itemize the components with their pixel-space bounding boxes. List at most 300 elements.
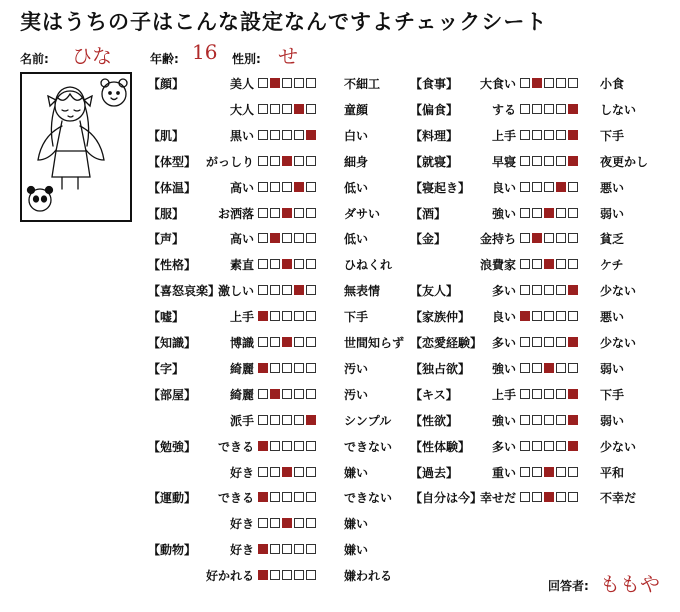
checkbox-checked[interactable] [258, 492, 268, 502]
checkbox-empty[interactable] [258, 208, 268, 218]
left-option-label: 博識 [229, 336, 254, 350]
checklist-row [410, 282, 680, 302]
checkbox-empty[interactable] [520, 415, 530, 425]
right-option-label: 弱い [600, 206, 625, 221]
scale-boxes [520, 389, 580, 401]
checkbox-empty[interactable] [294, 337, 304, 347]
scale-boxes [520, 285, 580, 297]
right-option-label: 低い [344, 180, 369, 195]
answerer-label: 回答者: [548, 579, 589, 593]
checkbox-empty[interactable] [282, 285, 292, 295]
checkbox-empty[interactable] [556, 233, 566, 243]
checkbox-empty[interactable] [568, 78, 578, 88]
checkbox-empty[interactable] [520, 467, 530, 477]
checkbox-empty[interactable] [532, 208, 542, 218]
left-option-label: 好き [229, 465, 254, 480]
checkbox-empty[interactable] [544, 233, 554, 243]
scale-boxes [258, 130, 318, 142]
checkbox-empty[interactable] [270, 104, 280, 114]
checkbox-empty[interactable] [270, 544, 280, 554]
checkbox-empty[interactable] [520, 182, 530, 192]
checkbox-checked[interactable] [568, 156, 578, 166]
checkbox-empty[interactable] [556, 156, 566, 166]
checklist-row [410, 489, 680, 509]
checkbox-empty[interactable] [520, 492, 530, 502]
left-option-label: 良い [491, 310, 516, 325]
checkbox-checked[interactable] [258, 311, 268, 321]
checkbox-empty[interactable] [270, 570, 280, 580]
checkbox-empty[interactable] [544, 311, 554, 321]
left-option-label: できる [217, 439, 254, 454]
checkbox-checked[interactable] [282, 259, 292, 269]
checkbox-empty[interactable] [532, 285, 542, 295]
category-label: 【部屋】 [148, 387, 197, 402]
scale-boxes [258, 363, 318, 375]
checkbox-empty[interactable] [544, 156, 554, 166]
checkbox-empty[interactable] [294, 311, 304, 321]
checkbox-empty[interactable] [294, 389, 304, 399]
checkbox-empty[interactable] [520, 363, 530, 373]
checkbox-empty[interactable] [532, 259, 542, 269]
checkbox-checked[interactable] [282, 208, 292, 218]
checkbox-empty[interactable] [568, 363, 578, 373]
checkbox-checked[interactable] [544, 492, 554, 502]
checkbox-empty[interactable] [294, 259, 304, 269]
left-option-label: 大食い [479, 77, 516, 91]
category-label: 【過去】 [410, 465, 459, 480]
checkbox-empty[interactable] [306, 337, 316, 347]
checkbox-empty[interactable] [258, 518, 268, 528]
checkbox-empty[interactable] [306, 492, 316, 502]
checkbox-empty[interactable] [294, 78, 304, 88]
right-option-label: 不細工 [344, 77, 381, 91]
left-option-label: できる [217, 491, 254, 506]
checkbox-empty[interactable] [568, 492, 578, 502]
checklist-row [410, 412, 680, 432]
checkbox-empty[interactable] [294, 441, 304, 451]
checkbox-empty[interactable] [544, 337, 554, 347]
checkbox-empty[interactable] [270, 208, 280, 218]
checkbox-checked[interactable] [258, 363, 268, 373]
checkbox-empty[interactable] [306, 518, 316, 528]
scale-boxes [520, 311, 580, 323]
checkbox-checked[interactable] [294, 285, 304, 295]
right-option-label: 小食 [600, 77, 625, 91]
right-option-label: ケチ [600, 258, 624, 273]
checklist-row [148, 153, 418, 173]
checklist-row [148, 334, 418, 354]
checklist-row [410, 438, 680, 458]
sheet-title: 実はうちの子はこんな設定なんですよチェックシート [20, 10, 548, 34]
right-option-label: 嫌われる [344, 569, 393, 584]
checkbox-checked[interactable] [294, 182, 304, 192]
checkbox-empty[interactable] [282, 544, 292, 554]
left-option-label: 強い [491, 206, 516, 221]
checklist-row [410, 75, 680, 95]
checkbox-checked[interactable] [306, 415, 316, 425]
checkbox-checked[interactable] [306, 130, 316, 140]
category-label: 【就寝】 [410, 154, 459, 169]
checklist-row [148, 308, 418, 328]
checkbox-empty[interactable] [568, 233, 578, 243]
checkbox-empty[interactable] [544, 78, 554, 88]
checklist-row [148, 489, 418, 509]
checkbox-empty[interactable] [270, 415, 280, 425]
checkbox-empty[interactable] [282, 389, 292, 399]
checkbox-empty[interactable] [532, 311, 542, 321]
checkbox-empty[interactable] [258, 337, 268, 347]
checkbox-empty[interactable] [258, 104, 268, 114]
checkbox-empty[interactable] [520, 208, 530, 218]
checkbox-empty[interactable] [306, 233, 316, 243]
checkbox-checked[interactable] [282, 467, 292, 477]
character-sketch [22, 74, 130, 220]
scale-boxes [258, 337, 318, 349]
checkbox-empty[interactable] [532, 337, 542, 347]
checkbox-empty[interactable] [258, 130, 268, 140]
checkbox-empty[interactable] [544, 130, 554, 140]
left-option-label: 黒い [229, 128, 254, 143]
checkbox-empty[interactable] [556, 208, 566, 218]
checkbox-empty[interactable] [532, 467, 542, 477]
checkbox-checked[interactable] [532, 233, 542, 243]
checkbox-empty[interactable] [306, 182, 316, 192]
left-option-label: 多い [491, 336, 516, 350]
checklist-row [148, 515, 418, 535]
checkbox-empty[interactable] [544, 415, 554, 425]
checkbox-empty[interactable] [282, 363, 292, 373]
checklist-row [410, 334, 680, 354]
checkbox-empty[interactable] [258, 389, 268, 399]
checkbox-empty[interactable] [270, 311, 280, 321]
checkbox-checked[interactable] [568, 104, 578, 114]
gender-value: せ [278, 44, 298, 68]
checkbox-empty[interactable] [306, 389, 316, 399]
scale-boxes [258, 441, 318, 453]
checkbox-empty[interactable] [544, 389, 554, 399]
checkbox-checked[interactable] [520, 311, 530, 321]
checkbox-checked[interactable] [258, 441, 268, 451]
checkbox-empty[interactable] [294, 130, 304, 140]
checklist-row [148, 386, 418, 406]
checkbox-empty[interactable] [520, 78, 530, 88]
checklist-row [410, 205, 680, 225]
checkbox-empty[interactable] [306, 156, 316, 166]
checkbox-empty[interactable] [282, 104, 292, 114]
checkbox-empty[interactable] [556, 311, 566, 321]
right-option-label: できない [344, 491, 393, 506]
scale-boxes [258, 233, 318, 245]
right-option-label: ダサい [344, 206, 381, 221]
checkbox-checked[interactable] [568, 285, 578, 295]
checkbox-empty[interactable] [282, 415, 292, 425]
checkbox-empty[interactable] [532, 415, 542, 425]
checkbox-empty[interactable] [294, 518, 304, 528]
left-option-label: 好かれる [205, 569, 254, 584]
checkbox-empty[interactable] [306, 104, 316, 114]
checkbox-checked[interactable] [270, 389, 280, 399]
right-option-label: 夜更かし [600, 154, 649, 169]
checkbox-checked[interactable] [544, 467, 554, 477]
checkbox-empty[interactable] [544, 182, 554, 192]
checkbox-checked[interactable] [282, 518, 292, 528]
scale-boxes [520, 415, 580, 427]
checkbox-empty[interactable] [294, 544, 304, 554]
checkbox-empty[interactable] [270, 363, 280, 373]
checkbox-empty[interactable] [568, 259, 578, 269]
checkbox-empty[interactable] [556, 363, 566, 373]
checkbox-checked[interactable] [532, 78, 542, 88]
checkbox-empty[interactable] [532, 182, 542, 192]
checkbox-empty[interactable] [282, 130, 292, 140]
checkbox-checked[interactable] [270, 78, 280, 88]
category-label: 【性体験】 [410, 439, 471, 454]
checkbox-empty[interactable] [532, 130, 542, 140]
checkbox-empty[interactable] [556, 78, 566, 88]
checkbox-empty[interactable] [520, 104, 530, 114]
checklist-row [410, 386, 680, 406]
checkbox-empty[interactable] [556, 389, 566, 399]
checkbox-empty[interactable] [294, 156, 304, 166]
checkbox-empty[interactable] [270, 441, 280, 451]
checkbox-checked[interactable] [282, 337, 292, 347]
checkbox-empty[interactable] [306, 363, 316, 373]
checkbox-empty[interactable] [556, 130, 566, 140]
checkbox-empty[interactable] [282, 570, 292, 580]
checkbox-empty[interactable] [568, 182, 578, 192]
scale-boxes [258, 78, 318, 90]
checkbox-empty[interactable] [294, 570, 304, 580]
checkbox-checked[interactable] [568, 441, 578, 451]
checkbox-empty[interactable] [556, 285, 566, 295]
checkbox-empty[interactable] [258, 285, 268, 295]
checkbox-empty[interactable] [532, 441, 542, 451]
left-option-label: 重い [491, 465, 516, 480]
category-label: 【顔】 [148, 77, 185, 91]
checkbox-empty[interactable] [294, 208, 304, 218]
checkbox-empty[interactable] [270, 492, 280, 502]
right-option-label: 貧乏 [600, 232, 625, 247]
checklist-row [410, 464, 680, 484]
right-option-label: 嫌い [344, 517, 369, 532]
checkbox-checked[interactable] [544, 208, 554, 218]
checkbox-empty[interactable] [270, 130, 280, 140]
checkbox-checked[interactable] [568, 130, 578, 140]
checkbox-empty[interactable] [306, 311, 316, 321]
checkbox-empty[interactable] [294, 363, 304, 373]
checkbox-empty[interactable] [532, 492, 542, 502]
checkbox-empty[interactable] [532, 156, 542, 166]
right-option-label: シンプル [344, 413, 392, 428]
left-option-label: 綺麗 [229, 387, 254, 402]
right-option-label: 低い [344, 232, 369, 247]
checkbox-empty[interactable] [544, 441, 554, 451]
checklist-row [148, 179, 418, 199]
checkbox-checked[interactable] [568, 415, 578, 425]
scale-boxes [258, 311, 318, 323]
checkbox-empty[interactable] [306, 285, 316, 295]
right-option-label: 平和 [600, 465, 625, 480]
scale-boxes [520, 208, 580, 220]
checkbox-empty[interactable] [282, 492, 292, 502]
checkbox-empty[interactable] [294, 467, 304, 477]
checklist-row [148, 127, 418, 147]
checkbox-empty[interactable] [520, 130, 530, 140]
checkbox-empty[interactable] [306, 441, 316, 451]
checkbox-empty[interactable] [532, 104, 542, 114]
category-label: 【嘘】 [148, 310, 185, 325]
checkbox-checked[interactable] [556, 182, 566, 192]
scale-boxes [520, 156, 580, 168]
checkbox-empty[interactable] [258, 467, 268, 477]
right-option-label: 少ない [600, 336, 637, 350]
checklist-row [410, 127, 680, 147]
gender-label: 性別: [232, 52, 261, 66]
checkbox-checked[interactable] [270, 233, 280, 243]
left-option-label: お洒落 [217, 206, 254, 221]
checkbox-checked[interactable] [544, 363, 554, 373]
left-option-label: 上手 [229, 310, 254, 325]
left-option-label: 好き [229, 517, 254, 532]
checkbox-empty[interactable] [520, 389, 530, 399]
checkbox-empty[interactable] [258, 415, 268, 425]
checkbox-empty[interactable] [568, 311, 578, 321]
scale-boxes [258, 492, 318, 504]
checkbox-empty[interactable] [556, 492, 566, 502]
checkbox-empty[interactable] [556, 104, 566, 114]
checkbox-empty[interactable] [306, 570, 316, 580]
category-label: 【偏食】 [410, 102, 459, 117]
checkbox-empty[interactable] [258, 78, 268, 88]
scale-boxes [520, 363, 580, 375]
checklist-row [410, 256, 680, 276]
checkbox-empty[interactable] [270, 467, 280, 477]
checkbox-empty[interactable] [568, 467, 578, 477]
right-option-label: 汚い [344, 361, 369, 376]
checkbox-empty[interactable] [520, 156, 530, 166]
left-option-label: 強い [491, 361, 516, 376]
left-option-label: 素直 [229, 258, 254, 273]
category-label: 【食事】 [410, 77, 459, 91]
checkbox-empty[interactable] [520, 337, 530, 347]
right-option-label: 不幸だ [600, 491, 637, 506]
checkbox-empty[interactable] [532, 363, 542, 373]
checklist-row [410, 230, 680, 250]
checkbox-empty[interactable] [306, 208, 316, 218]
checkbox-checked[interactable] [294, 104, 304, 114]
scale-boxes [258, 570, 318, 582]
checkbox-empty[interactable] [306, 78, 316, 88]
checkbox-empty[interactable] [306, 544, 316, 554]
checkbox-empty[interactable] [282, 441, 292, 451]
checkbox-empty[interactable] [270, 285, 280, 295]
checkbox-empty[interactable] [556, 441, 566, 451]
checklist-row [410, 153, 680, 173]
checkbox-empty[interactable] [294, 233, 304, 243]
right-option-label: 童顔 [344, 102, 369, 117]
checkbox-empty[interactable] [258, 259, 268, 269]
checkbox-empty[interactable] [258, 182, 268, 192]
checkbox-empty[interactable] [270, 259, 280, 269]
left-option-label: する [491, 102, 516, 117]
checkbox-empty[interactable] [270, 518, 280, 528]
checkbox-empty[interactable] [270, 337, 280, 347]
right-option-label: しない [600, 102, 637, 117]
right-option-label: 少ない [600, 284, 637, 299]
checklist-row [148, 412, 418, 432]
checkbox-empty[interactable] [520, 233, 530, 243]
scale-boxes [520, 233, 580, 245]
checklist-row [148, 230, 418, 250]
right-option-label: 細身 [344, 154, 369, 169]
checkbox-empty[interactable] [556, 259, 566, 269]
checkbox-checked[interactable] [568, 389, 578, 399]
right-option-label: 嫌い [344, 465, 369, 480]
scale-boxes [520, 441, 580, 453]
scale-boxes [258, 518, 318, 530]
scale-boxes [258, 467, 318, 479]
scale-boxes [520, 130, 580, 142]
checkbox-empty[interactable] [282, 233, 292, 243]
category-label: 【服】 [148, 206, 185, 221]
checkbox-checked[interactable] [568, 337, 578, 347]
left-option-label: がっしり [205, 154, 254, 169]
checkbox-empty[interactable] [520, 259, 530, 269]
checkbox-empty[interactable] [270, 182, 280, 192]
checklist-row [148, 567, 418, 587]
checkbox-empty[interactable] [306, 259, 316, 269]
checkbox-empty[interactable] [270, 156, 280, 166]
checkbox-empty[interactable] [306, 467, 316, 477]
checkbox-checked[interactable] [544, 259, 554, 269]
category-label: 【知識】 [148, 336, 197, 350]
scale-boxes [258, 415, 318, 427]
checkbox-empty[interactable] [258, 233, 268, 243]
checkbox-empty[interactable] [544, 285, 554, 295]
left-option-label: 多い [491, 439, 516, 454]
left-option-label: 上手 [491, 387, 516, 402]
category-label: 【料理】 [410, 128, 459, 143]
checkbox-empty[interactable] [556, 337, 566, 347]
category-label: 【自分は今】 [410, 491, 483, 506]
right-option-label: 嫌い [344, 543, 369, 558]
checkbox-checked[interactable] [258, 570, 268, 580]
checkbox-checked[interactable] [282, 156, 292, 166]
scale-boxes [258, 156, 318, 168]
category-label: 【性欲】 [410, 413, 459, 428]
right-option-label: 少ない [600, 439, 637, 454]
left-option-label: 良い [491, 180, 516, 195]
checkbox-empty[interactable] [520, 441, 530, 451]
left-option-label: 綺麗 [229, 361, 254, 376]
right-option-label: 無表情 [344, 284, 381, 299]
right-option-label: 白い [344, 128, 369, 143]
checkbox-empty[interactable] [520, 285, 530, 295]
checkbox-empty[interactable] [294, 492, 304, 502]
checkbox-checked[interactable] [258, 544, 268, 554]
checkbox-empty[interactable] [282, 311, 292, 321]
checkbox-empty[interactable] [532, 389, 542, 399]
checkbox-empty[interactable] [258, 156, 268, 166]
checkbox-empty[interactable] [544, 104, 554, 114]
checkbox-empty[interactable] [556, 467, 566, 477]
checkbox-empty[interactable] [282, 78, 292, 88]
checkbox-empty[interactable] [568, 208, 578, 218]
scale-boxes [258, 544, 318, 556]
checkbox-empty[interactable] [282, 182, 292, 192]
checkbox-empty[interactable] [294, 415, 304, 425]
checkbox-empty[interactable] [556, 415, 566, 425]
